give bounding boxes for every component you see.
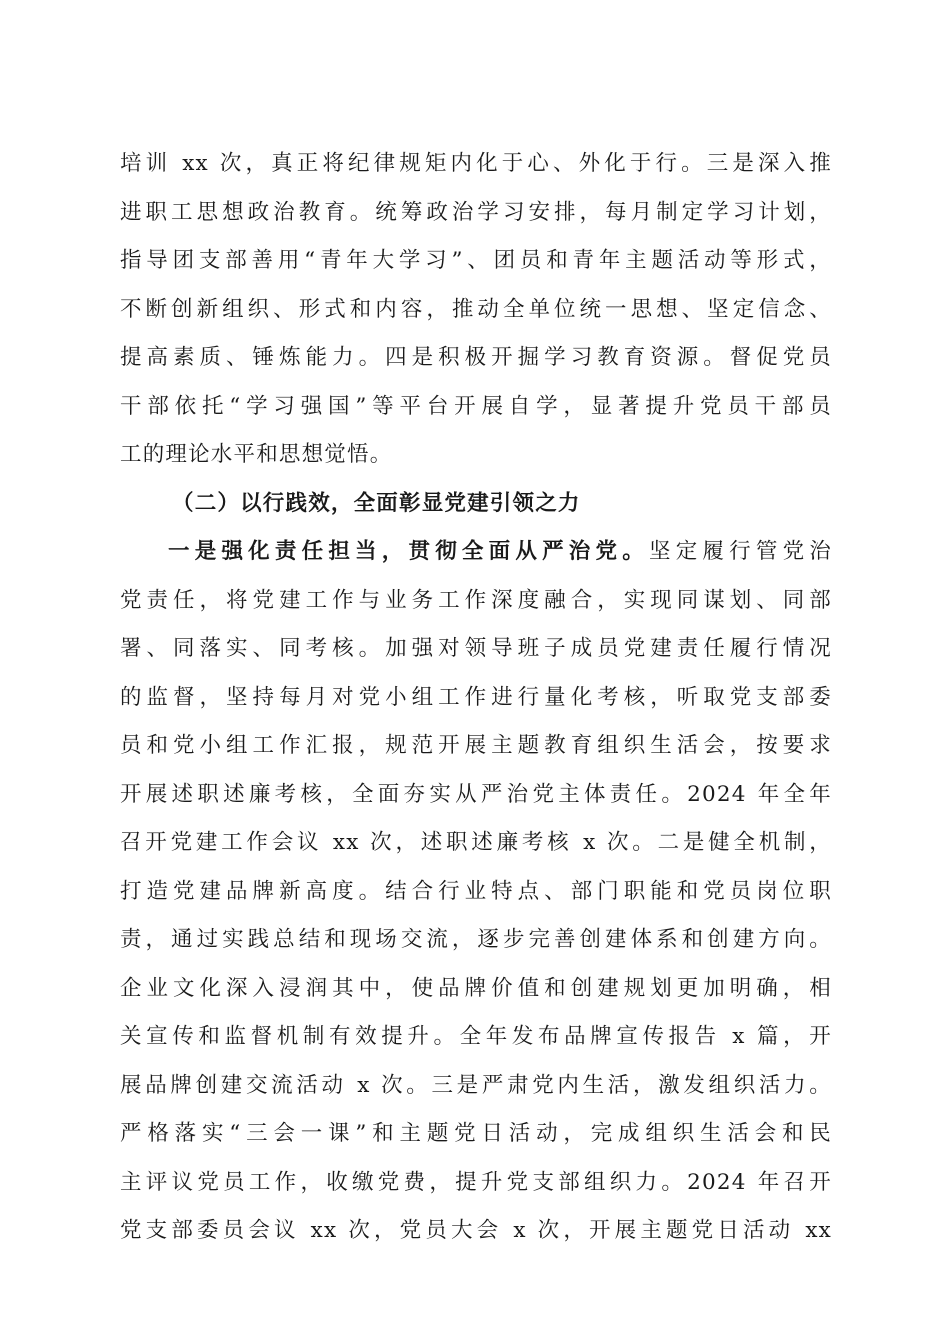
text-line: 培训 xx 次，真正将纪律规矩内化于心、外化于行。三是深入推	[120, 151, 832, 176]
text-line: 责，通过实践总结和现场交流，逐步完善创建体系和创建方向。	[120, 927, 832, 952]
text-line: 党支部委员会议 xx 次，党员大会 x 次，开展主题党日活动 xx	[120, 1218, 832, 1243]
text-line-first	[120, 528, 832, 577]
text-line: 党责任，将党建工作与业务工作深度融合，实现同谋划、同部	[120, 587, 832, 613]
text-line: 打造党建品牌新高度。结合行业特点、部门职能和党员岗位职	[120, 878, 832, 904]
text-line: 工的理论水平和思想觉悟。	[120, 442, 393, 467]
text-line: 展品牌创建交流活动 x 次。三是严肃党内生活，激发组织活力。	[120, 1072, 832, 1098]
text-line: 关宣传和监督机制有效提升。全年发布品牌宣传报告 x 篇，开	[120, 1024, 832, 1049]
section-heading: （二）以行践效，全面彰显党建引领之力	[172, 490, 581, 516]
text-line: 干部依托“学习强国”等平台开展自学，显著提升党员干部员	[120, 393, 832, 419]
paragraph-party-building	[120, 528, 832, 1256]
text-line: 署、同落实、同考核。加强对领导班子成员党建责任履行情况	[120, 636, 832, 661]
text-continuation: 坚定履行管党治	[648, 539, 832, 564]
text-line: 指导团支部善用“青年大学习”、团员和青年主题活动等形式，	[120, 248, 832, 273]
bold-lead-sentence: 一是强化责任担当，贯彻全面从严治党。	[168, 539, 649, 564]
text-line: 不断创新组织、形式和内容，推动全单位统一思想、坚定信念、	[120, 296, 832, 322]
text-line: 开展述职述廉考核，全面夯实从严治党主体责任。2024 年全年	[120, 781, 832, 807]
text-line: 严格落实“三会一课”和主题党日活动，完成组织生活会和民	[120, 1121, 832, 1146]
text-line: 进职工思想政治教育。统筹政治学习安排，每月制定学习计划，	[120, 199, 832, 225]
text-line: 员和党小组工作汇报，规范开展主题教育组织生活会，按要求	[120, 733, 832, 758]
text-line: 企业文化深入浸润其中，使品牌价值和创建规划更加明确，相	[120, 975, 832, 1001]
document-body	[120, 140, 832, 1256]
text-line: 的监督，坚持每月对党小组工作进行量化考核，听取党支部委	[120, 684, 832, 710]
paragraph-training-education	[120, 140, 832, 480]
text-line: 召开党建工作会议 xx 次，述职述廉考核 x 次。二是健全机制，	[120, 830, 832, 855]
text-line: 提高素质、锤炼能力。四是积极开掘学习教育资源。督促党员	[120, 345, 832, 370]
text-line: 主评议党员工作，收缴党费，提升党支部组织力。2024 年召开	[120, 1169, 832, 1195]
